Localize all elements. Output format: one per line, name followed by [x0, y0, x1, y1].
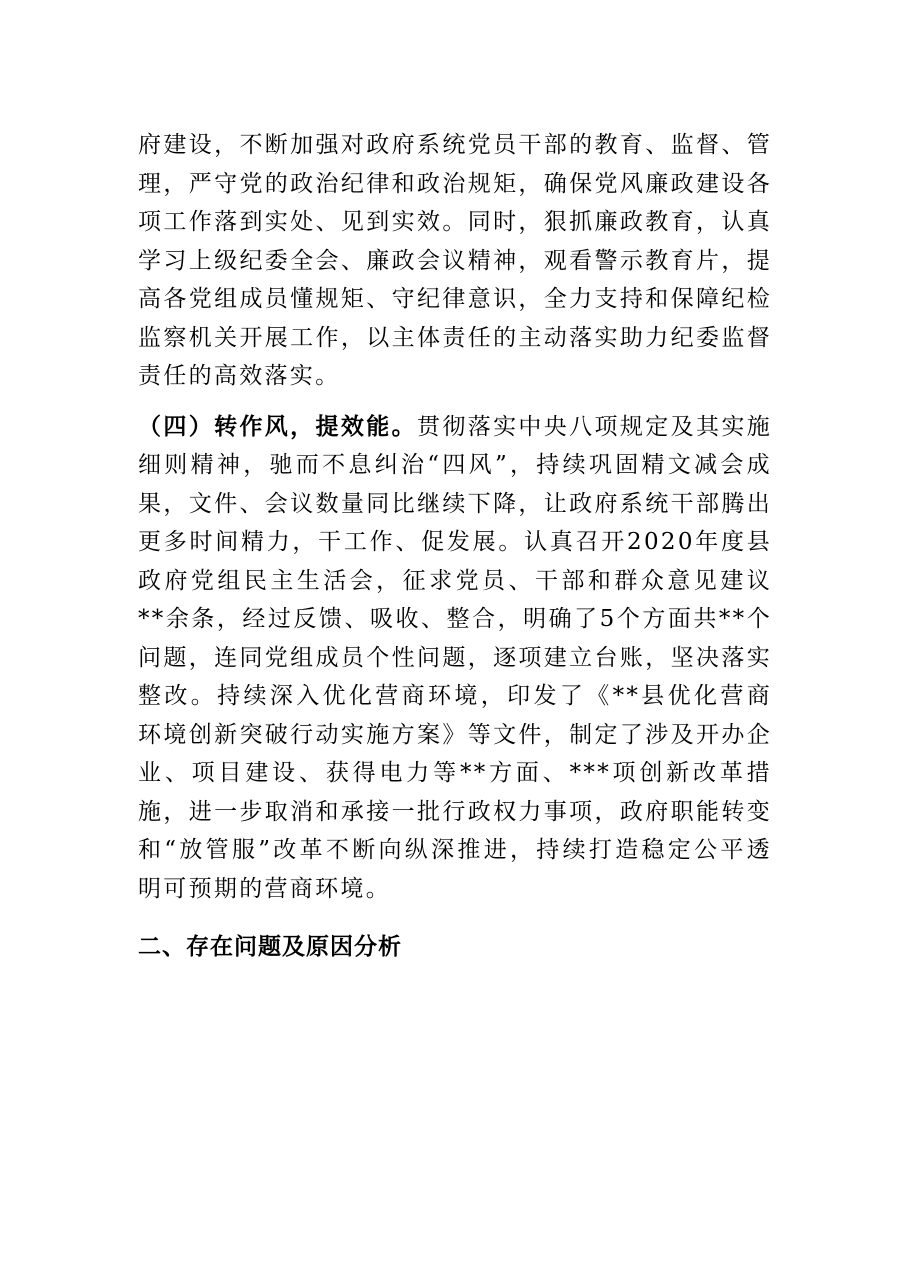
paragraph-text: 府建设，不断加强对政府系统党员干部的教育、监督、管理，严守党的政治纪律和政治规矩，确保党风廉政建设各项工作落到实处、见到实效。同时，狠抓廉政教育，认真学习上级纪委全会、廉政会议精神，观看警示教育片，提高各党组成员懂规矩、守纪律意识，全力支持和保障纪检监察机关开展工作，以主体责任的主动落实助力纪委监督责任的高效落实。	[138, 132, 772, 389]
document-page	[138, 126, 772, 967]
paragraph-text: 贯彻落实中央八项规定及其实施细则精神，驰而不息纠治“四风”，持续巩固精文减会成果，文件、会议数量同比继续下降，让政府系统干部腾出更多时间精力，干工作、促发展。认真召开2020年度县政府党组民主生活会，征求党员、干部和群众意见建议**余条，经过反馈、吸收、整合，明确了5个方面共**个问题，连同党组成员个性问题，逐项建立台账，坚决落实整改。持续深入优化营商环境，印发了《**县优化营商环境创新突破行动实施方案》等文件，制定了涉及开办企业、项目建设、获得电力等**方面、***项创新改革措施，进一步取消和承接一批行政权力事项，政府职能转变和“放管服”改革不断向纵深推进，持续打造稳定公平透明可预期的营商环境。	[138, 413, 772, 902]
body-paragraph	[138, 126, 772, 396]
body-paragraph-work-style	[138, 408, 772, 909]
section-heading: 二、存在问题及原因分析	[138, 933, 402, 960]
paragraph-subheading: （四）转作风，提效能。	[138, 412, 417, 440]
